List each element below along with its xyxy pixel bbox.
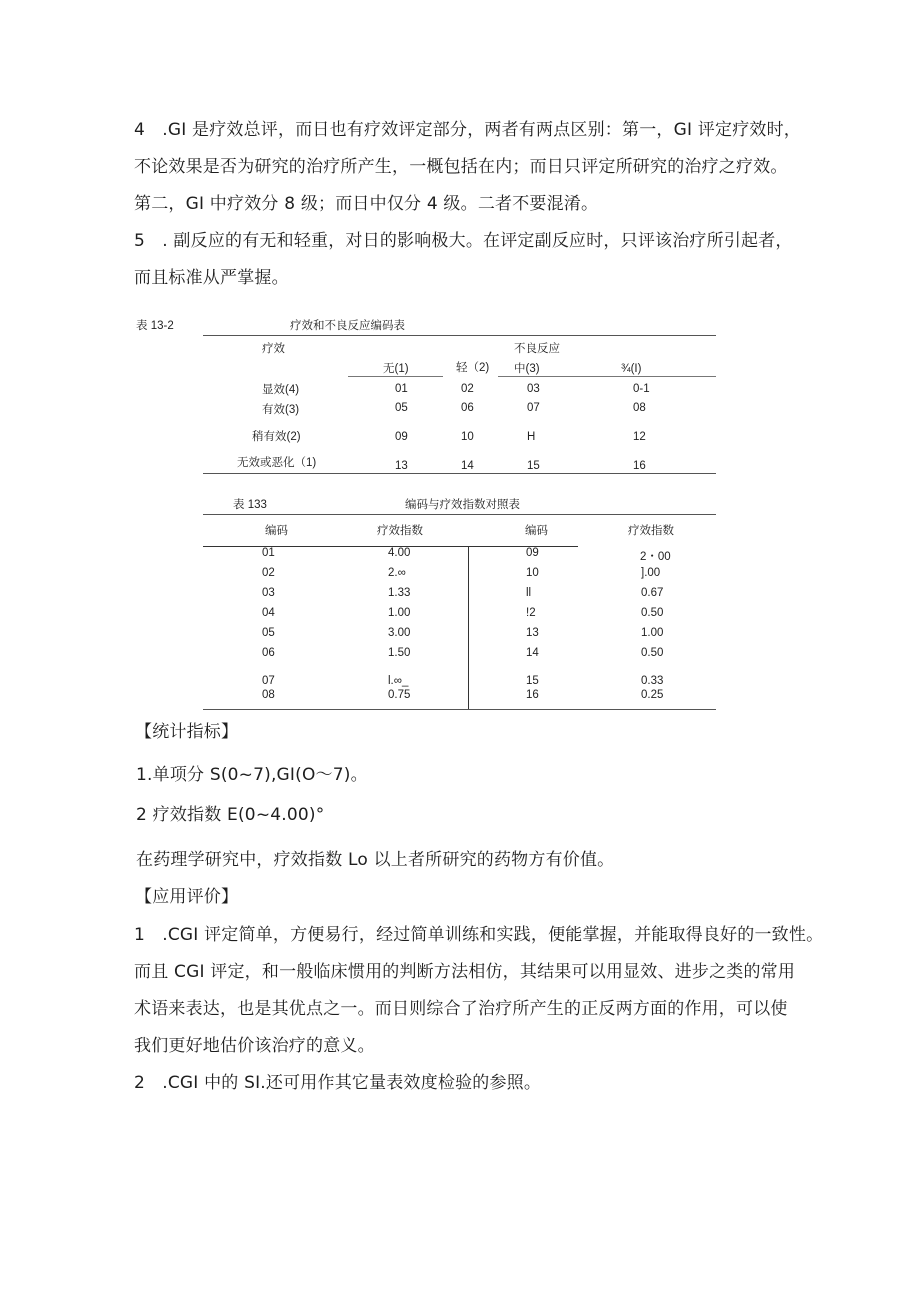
table-cell: 1.33 <box>388 587 411 599</box>
table-cell: 4.00 <box>388 547 411 559</box>
table-cell: ].00 <box>641 567 661 579</box>
paragraph-line: 而且标准从严掌握。 <box>134 268 289 288</box>
column-header: ¾(I) <box>621 363 642 375</box>
table-cell: 07 <box>262 675 275 687</box>
row-label: 无效或恶化（1) <box>237 457 317 469</box>
table-cell: 2.∞ <box>388 567 406 579</box>
table-cell: 02 <box>262 567 275 579</box>
table-cell: 0.67 <box>641 587 664 599</box>
table-cell: 0.50 <box>641 647 664 659</box>
paragraph-line: 5 . 副反应的有无和轻重，对日的影响极大。在评定副反应时，只评该治疗所引起者， <box>134 231 793 251</box>
table-cell: 14 <box>461 460 474 472</box>
section-heading-eval: 【应用评价】 <box>135 887 239 907</box>
table-cell: 14 <box>526 647 539 659</box>
table-label: 表 13-2 <box>136 320 174 332</box>
table-label: 表 133 <box>233 499 267 511</box>
column-header: 轻（2) <box>456 362 490 374</box>
table-cell: 0.50 <box>641 607 664 619</box>
paragraph-line: 我们更好地估价该治疗的意义。 <box>134 1036 375 1056</box>
paragraph-line: 第二，GI 中疗效分 8 级；而日中仅分 4 级。二者不要混淆。 <box>134 194 599 214</box>
section-heading-stats: 【统计指标】 <box>135 722 239 742</box>
table-title: 疗效和不良反应编码表 <box>290 320 405 332</box>
table-cell: 03 <box>262 587 275 599</box>
table-cell: 0-1 <box>633 383 650 395</box>
table-cell: 0.25 <box>641 689 664 701</box>
row-label: 有效(3) <box>262 404 300 416</box>
table-cell: H <box>527 431 536 443</box>
table-cell: 15 <box>527 460 540 472</box>
table-title: 编码与疗效指数对照表 <box>405 499 520 511</box>
table-cell: ll <box>526 587 532 599</box>
table-cell: 1.00 <box>641 627 664 639</box>
table-cell: 13 <box>395 460 408 472</box>
group-header: 不良反应 <box>514 343 560 355</box>
table-cell: 05 <box>262 627 275 639</box>
table-cell: 03 <box>527 383 540 395</box>
table-cell: 16 <box>633 460 646 472</box>
paragraph-line: 不论效果是否为研究的治疗所产生，一概包括在内；而日只评定所研究的治疗之疗效。 <box>134 157 788 177</box>
column-header: 疗效指数 <box>377 525 423 537</box>
table-cell: 12 <box>633 431 646 443</box>
paragraph-line: 2 .CGI 中的 SI.还可用作其它量表效度检验的参照。 <box>134 1073 542 1093</box>
table-cell: 04 <box>262 607 275 619</box>
table-cell: 09 <box>526 547 539 559</box>
table-cell: 10 <box>461 431 474 443</box>
column-header: 编码 <box>265 525 288 537</box>
column-header: 编码 <box>525 525 548 537</box>
table-cell: 06 <box>461 402 474 414</box>
row-header: 疗效 <box>262 343 285 355</box>
table-cell: 1.50 <box>388 647 411 659</box>
table-cell: 01 <box>395 383 408 395</box>
table-cell: 15 <box>526 675 539 687</box>
table-cell: 10 <box>526 567 539 579</box>
paragraph-line: 1 .CGI 评定简单，方便易行，经过简单训练和实践，便能掌握，并能取得良好的一致性。 <box>134 925 824 945</box>
table-cell: 06 <box>262 647 275 659</box>
table-cell: 07 <box>527 402 540 414</box>
row-label: 显效(4) <box>262 384 300 396</box>
column-header: 无(1) <box>383 363 409 375</box>
table-top-rule <box>203 514 716 515</box>
stats-item: 2 疗效指数 E(0~4.00)° <box>136 805 325 825</box>
table-bottom-rule <box>203 709 716 710</box>
paragraph-line: 而且 CGI 评定，和一般临床惯用的判断方法相仿，其结果可以用显效、进步之类的常用 <box>134 962 796 982</box>
column-divider <box>468 546 469 710</box>
table-cell: 13 <box>526 627 539 639</box>
table-cell: !2 <box>526 607 536 619</box>
table-cell: 01 <box>262 547 275 559</box>
table-cell: 0.75 <box>388 689 411 701</box>
column-header: 中(3) <box>514 363 540 375</box>
table-cell: 3.00 <box>388 627 411 639</box>
table-cell: 05 <box>395 402 408 414</box>
stats-item: 1.单项分 S(0~7),GI(O～7)。 <box>136 765 368 785</box>
paragraph-line: 4 .GI 是疗效总评，而日也有疗效评定部分，两者有两点区别：第一，GI 评定疗效时， <box>134 120 801 140</box>
table-cell: 2・00 <box>640 551 671 563</box>
table-cell: l.∞_ <box>388 675 409 687</box>
table-cell: 0.33 <box>641 675 664 687</box>
table-cell: 08 <box>633 402 646 414</box>
table-cell: 09 <box>395 431 408 443</box>
paragraph-line: 术语来表达，也是其优点之一。而日则综合了治疗所产生的正反两方面的作用，可以使 <box>134 999 788 1019</box>
table-cell: 08 <box>262 689 275 701</box>
stats-note: 在药理学研究中，疗效指数 Lo 以上者所研究的药物方有价值。 <box>136 850 615 870</box>
row-label: 稍有效(2) <box>252 431 301 443</box>
table-cell: 16 <box>526 689 539 701</box>
table-cell: 1.00 <box>388 607 411 619</box>
table-cell: 02 <box>461 383 474 395</box>
column-header: 疗效指数 <box>628 525 674 537</box>
